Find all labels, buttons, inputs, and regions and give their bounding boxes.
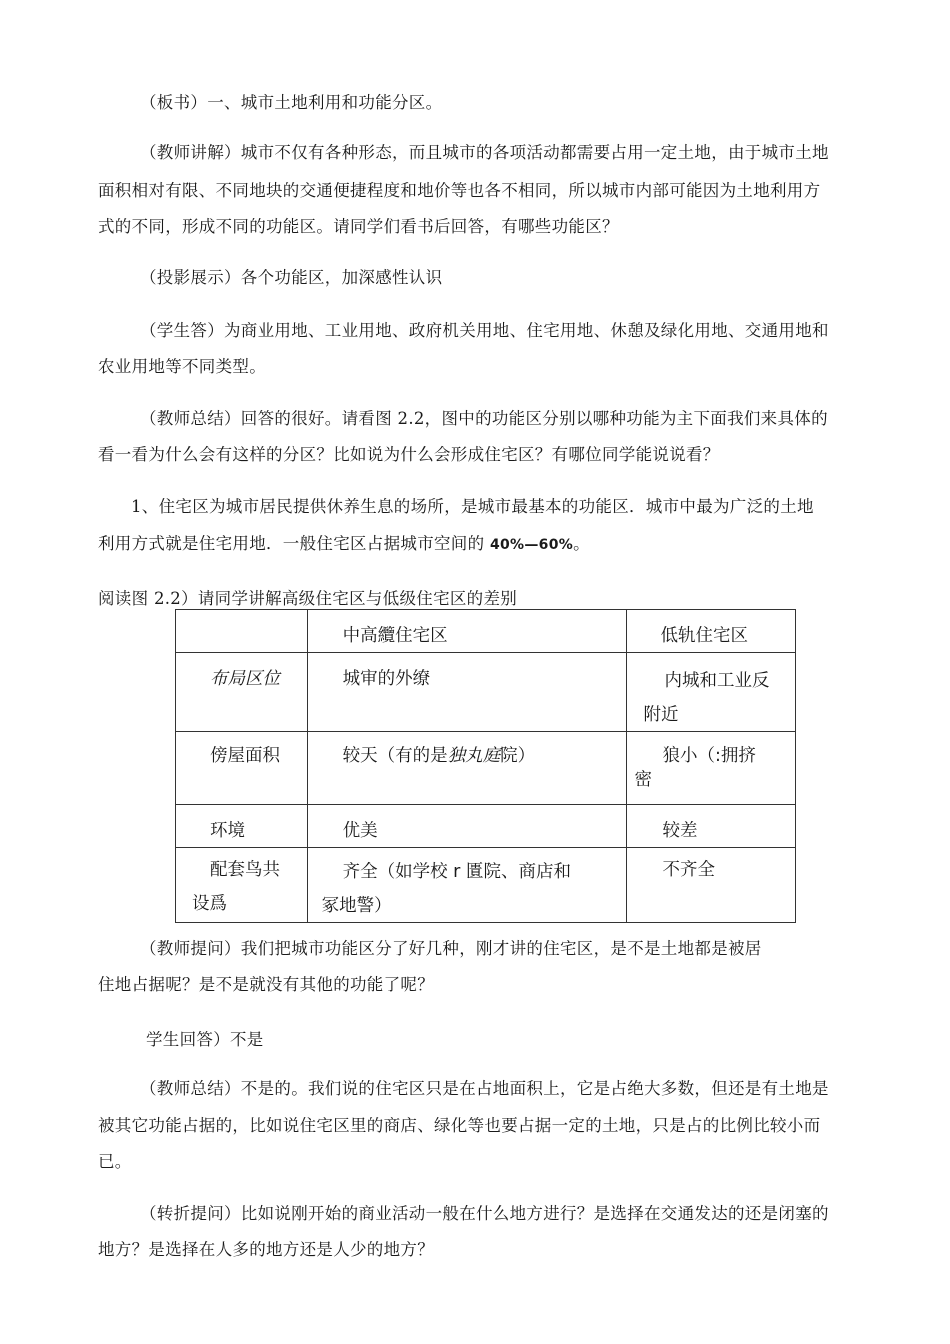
- paragraph-transition-question-line1: （转折提问）比如说刚开始的商业活动一般在什么地方进行？是选择在交通发达的还是闭塞的: [140, 1204, 829, 1223]
- table-cell: [176, 653, 308, 732]
- row-label-facilities-line2: 设爲: [192, 894, 227, 914]
- cell-high-area: [308, 732, 627, 772]
- residential-percentage: 40%—60%: [489, 537, 574, 553]
- table-cell: [307, 653, 627, 732]
- cell-high-environment: 优美: [342, 821, 378, 841]
- table-header-empty: [176, 610, 308, 653]
- cell-low-environment: 较差: [662, 821, 698, 841]
- table-row: [176, 653, 796, 732]
- table-cell: [627, 653, 796, 732]
- cell-high-location: 城审的外缭: [342, 669, 431, 689]
- paragraph-teacher-question-line2: 住地占据呢？是不是就没有其他的功能了呢？: [98, 975, 434, 994]
- paragraph-teacher-summary2-line1: （教师总结）不是的。我们说的住宅区只是在占地面积上，它是占绝大多数，但还是有土地是: [140, 1079, 829, 1098]
- paragraph-residential-line1: 1、住宅区为城市居民提供休养生息的场所，是城市最基本的功能区．城市中最为广泛的土地: [131, 497, 814, 516]
- table-cell: [627, 805, 796, 848]
- cell-low-facilities: 不齐全: [662, 860, 715, 880]
- residential-comparison-table: [175, 609, 796, 923]
- paragraph-teacher-explain-line1: （教师讲解）城市不仅有各种形态，而且城市的各项活动都需要占用一定土地，由于城市土地: [140, 143, 829, 162]
- paragraph-teacher-summary2-line2: 被其它功能占据的，比如说住宅区里的商店、绿化等也要占据一定的土地，只是占的比例比较小而: [98, 1116, 821, 1135]
- table-cell: [627, 732, 796, 805]
- row-label-facilities-line1: 配套鸟共: [210, 860, 280, 880]
- table-cell: [307, 848, 627, 923]
- cell-high-facilities-line1: 齐全（如学校 r 匱院、商店和: [342, 862, 571, 882]
- cell-low-location-line2: 附近: [643, 705, 679, 725]
- paragraph-teacher-explain-line3: 式的不同，形成不同的功能区。请同学们看书后回答，有哪些功能区？: [98, 217, 619, 236]
- table-cell: [176, 732, 308, 805]
- paragraph-board: （板书）一、城市土地利用和功能分区。: [140, 93, 443, 112]
- paragraph-teacher-summary-line1: （教师总结）回答的很好。请看图 2.2，图中的功能区分别以哪种功能为主下面我们来具体的: [140, 409, 828, 428]
- row-label-house-area: 傍屋面积: [210, 746, 280, 766]
- table-header-cell: [307, 610, 627, 653]
- residential-text: 利用方式就是住宅用地．一般住宅区占据城市空间的: [98, 534, 490, 553]
- paragraph-transition-question-line2: 地方？是选择在人多的地方还是人少的地方？: [98, 1240, 434, 1259]
- cell-high-area-b: 独丸庭: [447, 746, 501, 766]
- header-high-grade: 中高纜住宅区: [342, 626, 448, 646]
- paragraph-teacher-explain-line2: 面积相对有限、不同地块的交通便捷程度和地价等也各不相同，所以城市内部可能因为土地利用方: [98, 181, 821, 200]
- cell-low-area-line2: 密: [634, 770, 652, 790]
- cell-high-area-c: 院）: [500, 746, 536, 766]
- table-cell: [176, 805, 308, 848]
- paragraph-teacher-question-line1: （教师提问）我们把城市功能区分了好几种，刚才讲的住宅区，是不是土地都是被居: [140, 939, 762, 958]
- table-row: [176, 848, 796, 923]
- paragraph-teacher-summary2-line3: 已。: [98, 1152, 132, 1171]
- table-caption: 阅读图 2.2）请同学讲解高级住宅区与低级住宅区的差别: [98, 589, 518, 608]
- table-cell: [627, 848, 796, 923]
- paragraph-teacher-summary-line2: 看一看为什么会有这样的分区？比如说为什么会形成住宅区？有哪位同学能说说看？: [98, 445, 720, 464]
- paragraph-student-reply: 学生回答）不是: [146, 1030, 264, 1049]
- row-label-location: 布局区位: [210, 669, 280, 689]
- residential-end: 。: [573, 534, 590, 553]
- table-row: [176, 732, 796, 805]
- paragraph-student-answer-line1: （学生答）为商业用地、工业用地、政府机关用地、住宅用地、休憩及绿化用地、交通用地和: [140, 321, 829, 340]
- paragraph-projection: （投影展示）各个功能区，加深感性认识: [140, 268, 443, 287]
- row-label-environment: 环境: [210, 821, 245, 841]
- table-header-cell: [627, 610, 796, 653]
- header-low-grade: 低轨住宅区: [660, 626, 748, 646]
- table-cell: [307, 732, 627, 805]
- table-row: [176, 805, 796, 848]
- cell-low-area-line1: 狼小（:拥挤: [662, 746, 756, 766]
- table-cell: [307, 805, 627, 848]
- paragraph-student-answer-line2: 农业用地等不同类型。: [98, 357, 266, 376]
- table-cell: [176, 848, 308, 923]
- cell-high-facilities-line2: 冢地警）: [321, 896, 392, 916]
- cell-high-area-a: 较天（有的是: [342, 746, 448, 766]
- cell-low-location-line1: 内城和工业反: [664, 671, 770, 691]
- paragraph-residential-line2: [98, 525, 590, 564]
- table-header-row: [176, 610, 796, 653]
